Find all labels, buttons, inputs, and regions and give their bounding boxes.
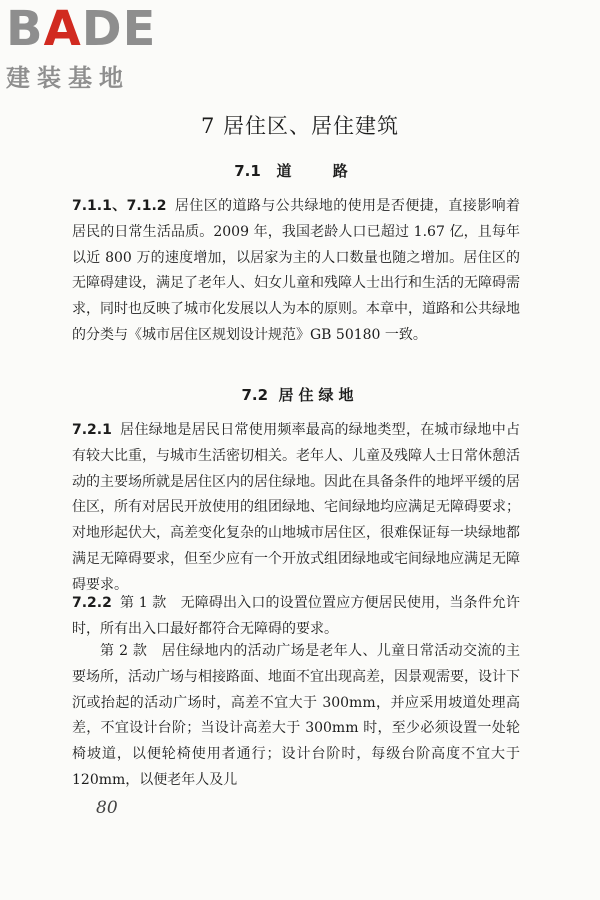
page-number: 80 [96,798,118,818]
paragraph-text: 居住区的道路与公共绿地的使用是否便捷，直接影响着居民的日常生活品质。2009 年，我国老龄人口已超过 1.67 亿，且每年以近 800 万的速度增加，以居家为主的人口数量也随之增加。居住区的无障碍建设，满足了老年人、妇女儿童和残障人士出行和生活的无障碍需求，同时也反映了城市化发展以人为本的原则。本章中，道路和公共绿地的分类与《城市居住区规划设计规范》GB 50180 一致。 [72,198,520,343]
section-heading-7-2: 7.2 居住绿地 [241,386,359,404]
paragraph-7-2-1 [72,418,520,599]
section-heading-7-1: 7.1 道 路 [234,162,366,180]
bade-logo [6,1,181,93]
paragraph-text: 第 1 款 无障碍出入口的设置位置应方便居民使用，当条件允许时，所有出入口最好都符合无障碍的要求。 [72,595,520,637]
logo-wordmark: BADE [6,1,157,57]
paragraph-7-1-1 [72,194,520,349]
paragraph-text: 居住绿地是居民日常使用频率最高的绿地类型，在城市绿地中占有较大比重，与城市生活密切相关。老年人、儿童及残障人士日常休憩活动的主要场所就是居住区内的居住绿地。因此在具备条件的地坪平缓的居住区，所有对居民开放使用的组团绿地、宅间绿地均应满足无障碍要求；对地形起伏大，高差变化复杂的山地城市居住区，很难保证每一块绿地都满足无障碍要求，但至少应有一个开放式组团绿地或宅间绿地应满足无障碍要求。 [72,422,520,593]
chapter-title: 7 居住区、居住建筑 [200,114,400,138]
clause-number: 7.2.1 [72,422,112,438]
paragraph-7-2-2-item-2 [72,639,520,794]
logo-subtitle: 建装基地 [6,64,130,92]
clause-number: 7.2.2 [72,595,112,611]
paragraph-7-2-2 [72,591,520,643]
clause-number: 7.1.1、7.1.2 [72,198,167,214]
paragraph-text: 第 2 款 居住绿地内的活动广场是老年人、儿童日常活动交流的主要场所，活动广场与相接路面、地面不宜出现高差，因景观需要，设计下沉或抬起的活动广场时，高差不宜大于 300mm，并应采用坡道处理高差，不宜设计台阶；当设计高差大于 300mm 时，至少必须设置一处轮椅坡道，以便轮椅使用者通行；设计台阶时，每级台阶高度不宜大于 120mm，以便老年人及儿 [72,643,520,788]
